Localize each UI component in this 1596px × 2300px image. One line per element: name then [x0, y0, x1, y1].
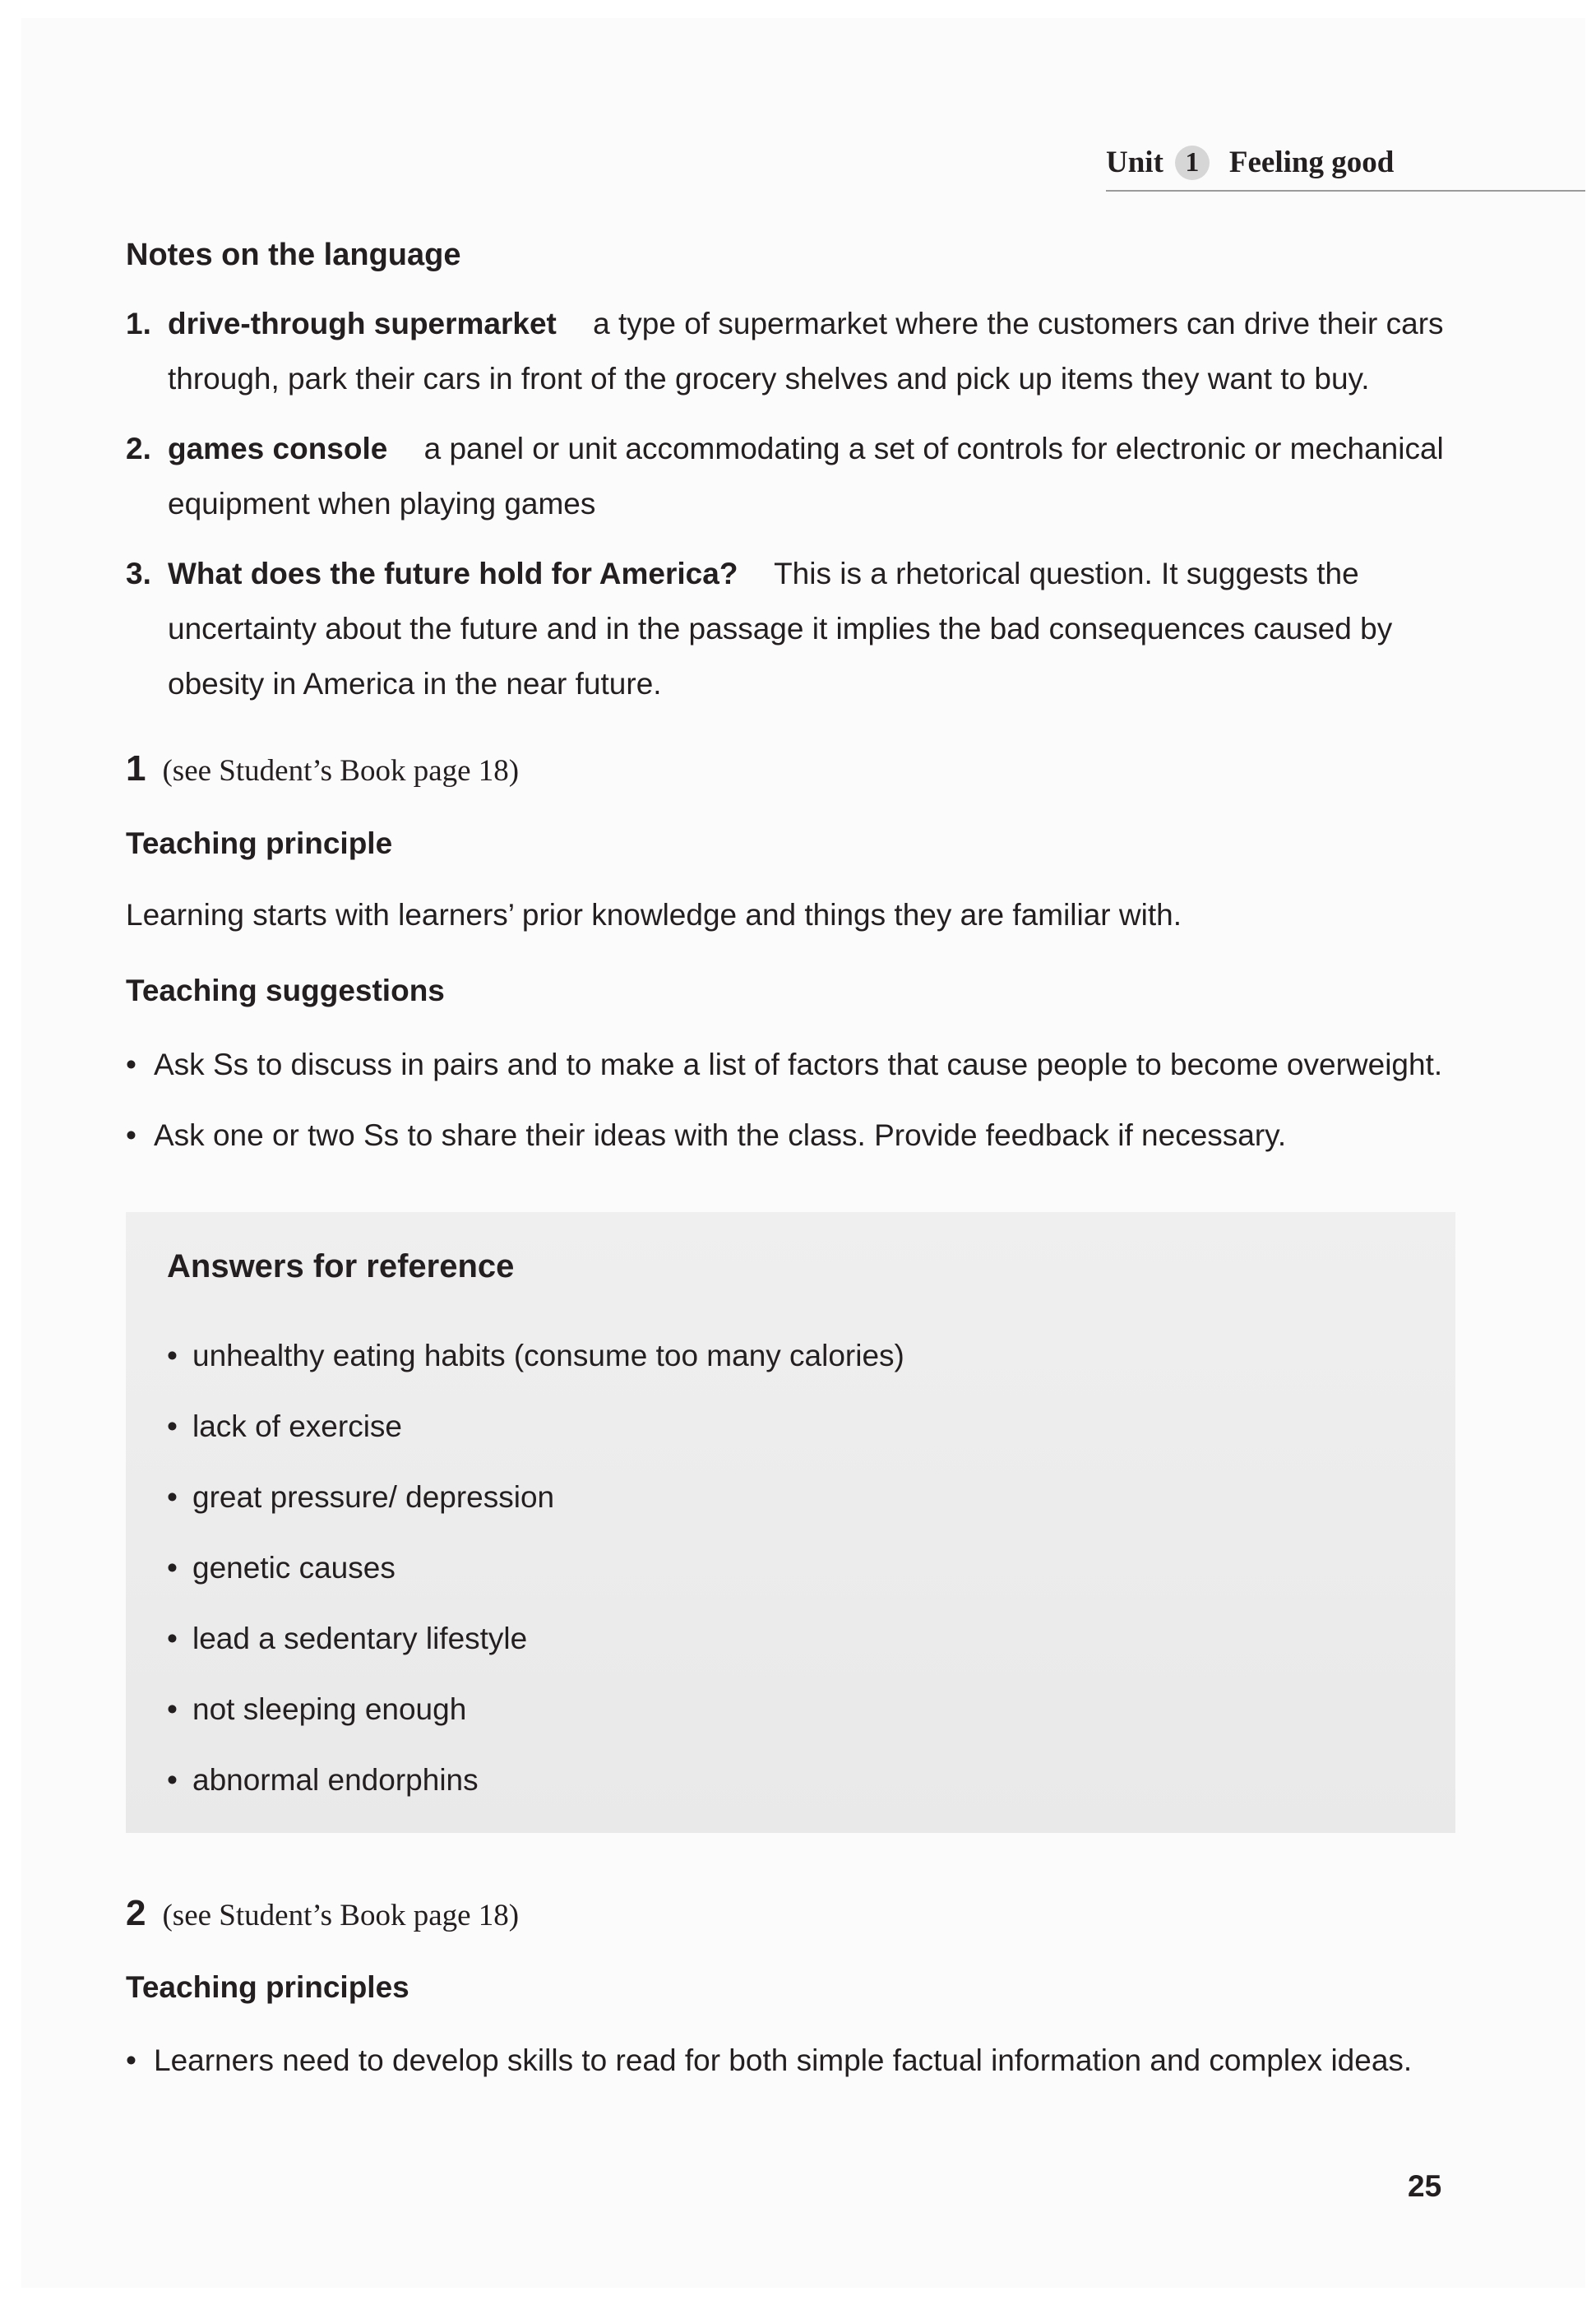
- note-term: What does the future hold for America?: [168, 557, 738, 590]
- note-definition: a type of supermarket where the customers can drive their cars through, park their cars in front of the grocery shelves and pick up items they want to buy.: [168, 307, 1444, 396]
- note-number: 2.: [126, 432, 151, 465]
- answers-heading: Answers for reference: [167, 1248, 515, 1284]
- exercise-2-header: [126, 1893, 519, 1934]
- list-item: • Ask one or two Ss to share their ideas with the class. Provide feedback if necessary.: [126, 1100, 1458, 1171]
- exercise-number: 2: [126, 1893, 146, 1933]
- list-item: • abnormal endorphins: [167, 1745, 904, 1816]
- list-item: • not sleeping enough: [167, 1674, 904, 1745]
- unit-number-badge: 1: [1175, 146, 1210, 180]
- list-item: • great pressure/ depression: [167, 1462, 904, 1533]
- notes-list: [126, 296, 1458, 726]
- list-item: • genetic causes: [167, 1533, 904, 1604]
- unit-label: Unit: [1106, 146, 1163, 179]
- note-definition: This is a rhetorical question. It suggests the uncertainty about the future and in the passage it implies the bad consequences caused by obesity in America in the near future.: [168, 557, 1393, 701]
- exercise-1-header: [126, 748, 519, 789]
- header-rule: [1106, 190, 1585, 192]
- teaching-principle-heading: Teaching principle: [126, 826, 393, 860]
- note-term: drive-through supermarket: [168, 307, 557, 340]
- note-item: [126, 421, 1458, 531]
- teaching-principles-list: [126, 2025, 1458, 2096]
- list-item: • Learners need to develop skills to read for both simple factual information and complex ideas.: [126, 2025, 1458, 2096]
- note-number: 3.: [126, 557, 151, 590]
- list-item: • lead a sedentary lifestyle: [167, 1604, 904, 1674]
- exercise-number: 1: [126, 748, 146, 789]
- note-term: games console: [168, 432, 388, 465]
- note-number: 1.: [126, 307, 151, 340]
- list-item: • lack of exercise: [167, 1391, 904, 1462]
- teaching-principles-heading: Teaching principles: [126, 1970, 409, 2004]
- list-item: • unhealthy eating habits (consume too many calories): [167, 1321, 904, 1391]
- note-item: [126, 296, 1458, 406]
- running-header: [1106, 145, 1394, 180]
- exercise-reference: (see Student’s Book page 18): [162, 754, 520, 788]
- teaching-suggestions-list: [126, 1030, 1458, 1171]
- exercise-reference: (see Student’s Book page 18): [162, 1899, 520, 1932]
- answers-list: [167, 1321, 904, 1816]
- note-item: [126, 546, 1458, 711]
- teaching-principle-text: Learning starts with learners’ prior knowledge and things they are familiar with.: [126, 898, 1182, 932]
- note-definition: a panel or unit accommodating a set of controls for electronic or mechanical equipment when playing games: [168, 432, 1444, 521]
- teaching-suggestions-heading: Teaching suggestions: [126, 974, 445, 1007]
- unit-title: Feeling good: [1228, 146, 1395, 179]
- page-number: 25: [1408, 2169, 1442, 2203]
- list-item: • Ask Ss to discuss in pairs and to make a list of factors that cause people to become overweight.: [126, 1030, 1458, 1100]
- notes-heading: Notes on the language: [126, 238, 461, 272]
